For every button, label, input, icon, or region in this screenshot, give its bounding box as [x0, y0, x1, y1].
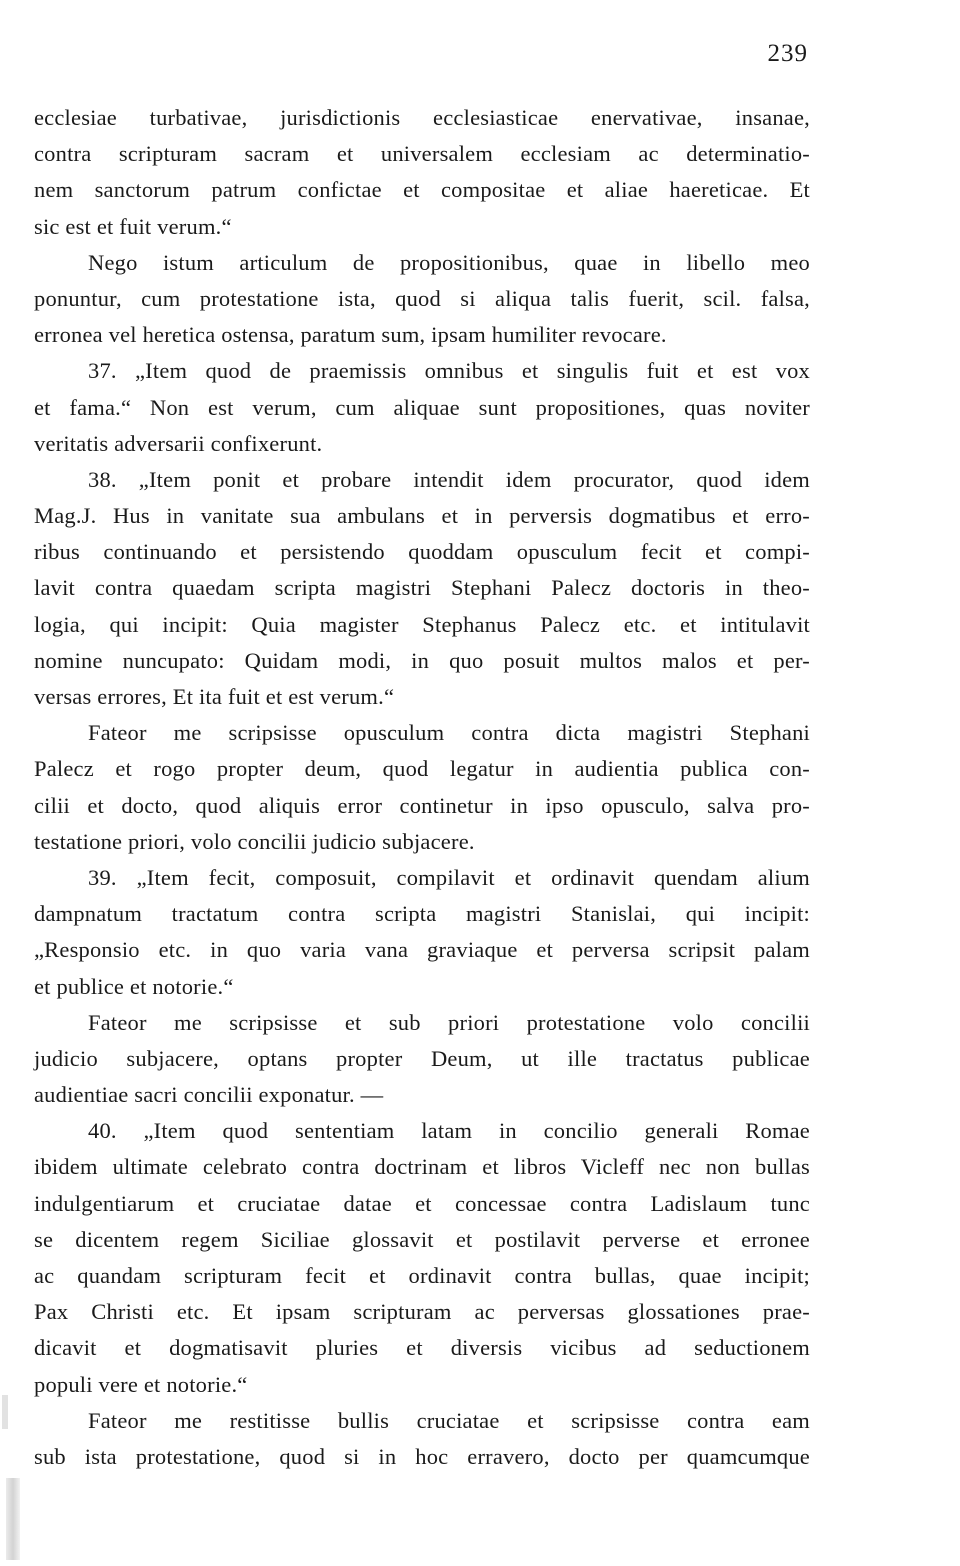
text-line: contra scripturam sacram et universalem ecclesiam ac determinatio- [34, 141, 810, 167]
body-text [34, 100, 810, 1475]
text-line: logia, qui incipit: Quia magister Stephanus Palecz etc. et intitulavit [34, 611, 810, 637]
text-line: ribus continuando et persistendo quoddam opusculum fecit et compi- [34, 539, 810, 565]
text-line: Fateor me scripsisse et sub priori protestatione volo concilii [88, 1009, 810, 1035]
text-line: ponuntur, cum protestatione ista, quod si aliqua talis fuerit, scil. falsa, [34, 285, 810, 311]
text-line: veritatis adversarii confixerunt. [34, 430, 323, 456]
text-line: cilii et docto, quod aliquis error continetur in ipso opusculo, salva pro- [34, 792, 810, 818]
text-line: erronea vel heretica ostensa, paratum sum, ipsam humiliter revocare. [34, 322, 667, 348]
text-line: Fateor me restitisse bullis cruciatae et scripsisse contra eam [88, 1407, 810, 1433]
text-line: ac quandam scripturam fecit et ordinavit contra bullas, quae incipit; [34, 1263, 810, 1288]
text-line: 37. „Item quod de praemissis omnibus et singulis fuit et est vox [88, 358, 810, 384]
text-line: dicavit et dogmatisavit pluries et diversis vicibus ad seductionem [34, 1335, 810, 1361]
text-line: et publice et notorie.“ [34, 973, 234, 999]
text-line: Mag.J. Hus in vanitate sua ambulans et in perversis dogmatibus et erro- [34, 503, 810, 529]
text-line: 38. „Item ponit et probare intendit idem procurator, quod idem [88, 466, 810, 492]
text-line: nomine nuncupato: Quidam modi, in quo posuit multos malos et per- [34, 647, 810, 673]
text-line: lavit contra quaedam scripta magistri Stephani Palecz doctoris in theo- [34, 575, 810, 601]
text-line: et fama.“ Non est verum, cum aliquae sunt propositiones, quas noviter [34, 394, 810, 420]
text-line: sic est et fuit verum.“ [34, 213, 232, 239]
text-line: indulgentiarum et cruciatae datae et concessae contra Ladislaum tunc [34, 1190, 810, 1216]
text-line: dampnatum tractatum contra scripta magistri Stanislai, qui incipit: [34, 901, 810, 927]
text-line: se dicentem regem Siciliae glossavit et postilavit perverse et erronee [34, 1226, 810, 1252]
scan-artifact [2, 1395, 8, 1429]
text-line: 39. „Item fecit, composuit, compilavit et ordinavit quendam alium [88, 864, 810, 890]
text-line: 40. „Item quod sententiam latam in concilio generali Romae [88, 1118, 810, 1144]
text-line: populi vere et notorie.“ [34, 1371, 248, 1397]
text-line: ibidem ultimate celebrato contra doctrinam et libros Vicleff nec non bullas [34, 1154, 810, 1180]
text-line: Pax Christi etc. Et ipsam scripturam ac perversas glossationes prae- [34, 1299, 810, 1325]
scan-edge-artifact [6, 1478, 20, 1560]
text-line: audientiae sacri concilii exponatur. — [34, 1082, 384, 1108]
text-line: sub ista protestatione, quod si in hoc erravero, docto per quamcumque [34, 1443, 810, 1469]
text-line: nem sanctorum patrum confictae et compositae et aliae haereticae. Et [34, 177, 810, 203]
text-line: „Responsio etc. in quo varia vana graviaque et perversa scripsit palam [34, 937, 810, 963]
page-number: 239 [767, 40, 808, 67]
text-line: testatione priori, volo concilii judicio subjacere. [34, 828, 475, 854]
text-line: judicio subjacere, optans propter Deum, ut ille tractatus publicae [34, 1045, 810, 1071]
text-line: ecclesiae turbativae, jurisdictionis ecclesiasticae enervativae, insanae, [34, 105, 810, 130]
text-line: Nego istum articulum de propositionibus, quae in libello meo [88, 249, 810, 275]
text-line: Palecz et rogo propter deum, quod legatur in audientia publica con- [34, 756, 810, 782]
text-line: versas errores, Et ita fuit et est verum.“ [34, 684, 395, 709]
text-line: Fateor me scripsisse opusculum contra dicta magistri Stephani [88, 720, 810, 746]
